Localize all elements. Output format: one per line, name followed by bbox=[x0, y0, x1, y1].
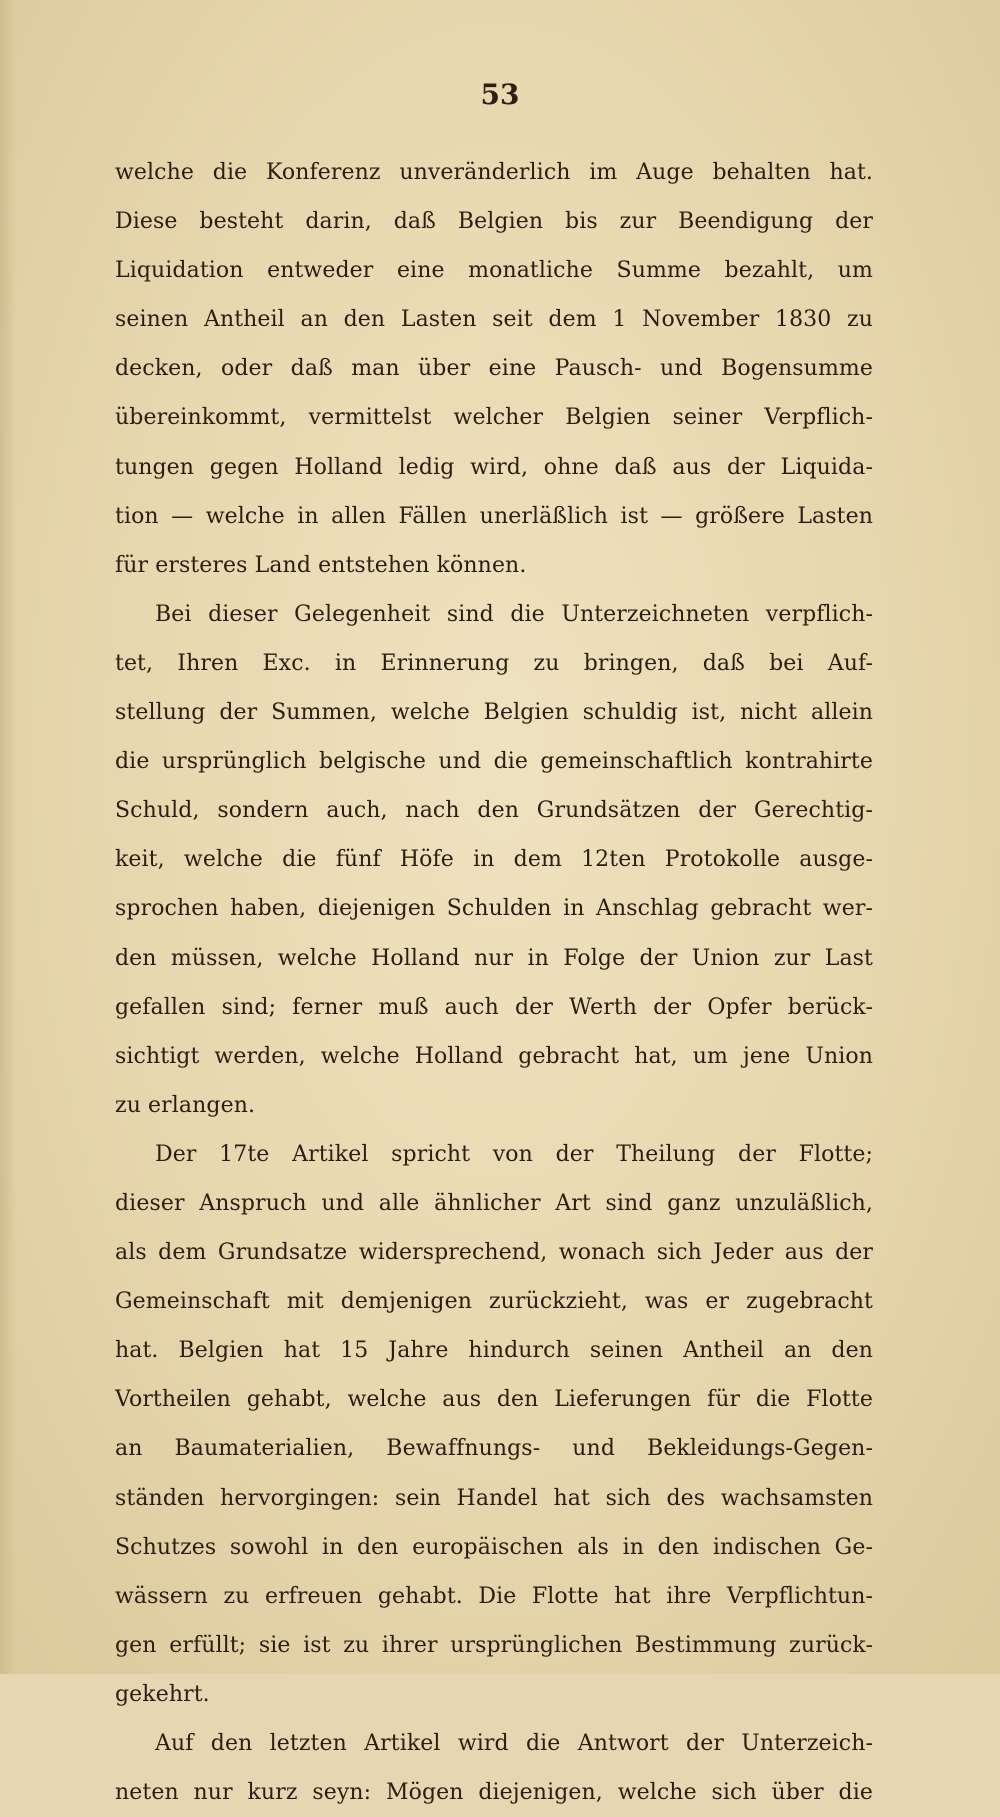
text-line: gefallen sind; ferner muß auch der Werth der Opfer berück- bbox=[115, 994, 873, 1020]
text-line: wässern zu erfreuen gehabt. Die Flotte hat ihre Verpflichtun- bbox=[115, 1583, 873, 1609]
page-edge-shadow bbox=[0, 0, 16, 1674]
text-line: Vortheilen gehabt, welche aus den Lieferungen für die Flotte bbox=[115, 1387, 873, 1413]
text-line: an Baumaterialien, Bewaffnungs- und Bekleidungs-Gegen- bbox=[115, 1436, 873, 1462]
text-line: Schutzes sowohl in den europäischen als in den indischen Ge- bbox=[115, 1534, 873, 1560]
paragraph-start-line: Bei dieser Gelegenheit sind die Unterzeichneten verpflich- bbox=[155, 601, 873, 627]
text-line: ständen hervorgingen: sein Handel hat sich des wachsamsten bbox=[115, 1485, 873, 1511]
text-line: seinen Antheil an den Lasten seit dem 1 November 1830 zu bbox=[115, 307, 873, 333]
paragraph-start-line: Der 17te Artikel spricht von der Theilung der Flotte; bbox=[155, 1141, 873, 1167]
text-line: übereinkommt, vermittelst welcher Belgien seiner Verpflich- bbox=[115, 405, 873, 431]
text-line: stellung der Summen, welche Belgien schuldig ist, nicht allein bbox=[115, 700, 873, 726]
text-line: tet, Ihren Exc. in Erinnerung zu bringen, daß bei Auf- bbox=[115, 650, 873, 676]
text-line: Liquidation entweder eine monatliche Summe bezahlt, um bbox=[115, 258, 873, 284]
body-text bbox=[115, 148, 873, 1817]
text-line: welche die Konferenz unveränderlich im Auge behalten hat. bbox=[115, 160, 873, 185]
text-line: Schuld, sondern auch, nach den Grundsätzen der Gerechtig- bbox=[115, 798, 873, 824]
text-line: zu erlangen. bbox=[115, 1092, 256, 1118]
text-line: Diese besteht darin, daß Belgien bis zur Beendigung der bbox=[115, 209, 873, 235]
text-line: Gemeinschaft mit demjenigen zurückzieht, was er zugebracht bbox=[115, 1289, 873, 1315]
text-line: sprochen haben, diejenigen Schulden in Anschlag gebracht wer- bbox=[115, 896, 873, 922]
text-line: tion — welche in allen Fällen unerläßlich ist — größere Lasten bbox=[115, 503, 873, 529]
text-line: sichtigt werden, welche Holland gebracht hat, um jene Union bbox=[115, 1043, 873, 1069]
paragraph-start-line: Auf den letzten Artikel wird die Antwort der Unterzeich- bbox=[155, 1731, 873, 1756]
text-line: den müssen, welche Holland nur in Folge der Union zur Last bbox=[115, 945, 873, 971]
text-line: als dem Grundsatze widersprechend, wonach sich Jeder aus der bbox=[115, 1240, 873, 1266]
text-line: für ersteres Land entstehen können. bbox=[115, 552, 527, 578]
text-line: neten nur kurz seyn: Mögen diejenigen, welche sich über die bbox=[115, 1780, 873, 1806]
text-line: hat. Belgien hat 15 Jahre hindurch seinen Antheil an den bbox=[115, 1338, 873, 1364]
text-line: tungen gegen Holland ledig wird, ohne daß aus der Liquida- bbox=[115, 454, 873, 480]
page-number: 53 bbox=[480, 78, 520, 111]
text-line: keit, welche die fünf Höfe in dem 12ten Protokolle ausge- bbox=[115, 847, 873, 873]
text-line: decken, oder daß man über eine Pausch- und Bogensumme bbox=[115, 356, 873, 382]
text-line: gen erfüllt; sie ist zu ihrer ursprünglichen Bestimmung zurück- bbox=[115, 1632, 873, 1658]
text-line: dieser Anspruch und alle ähnlicher Art sind ganz unzuläßlich, bbox=[115, 1190, 873, 1216]
text-line: die ursprünglich belgische und die gemeinschaftlich kontrahirte bbox=[115, 749, 873, 775]
text-line: gekehrt. bbox=[115, 1681, 210, 1707]
